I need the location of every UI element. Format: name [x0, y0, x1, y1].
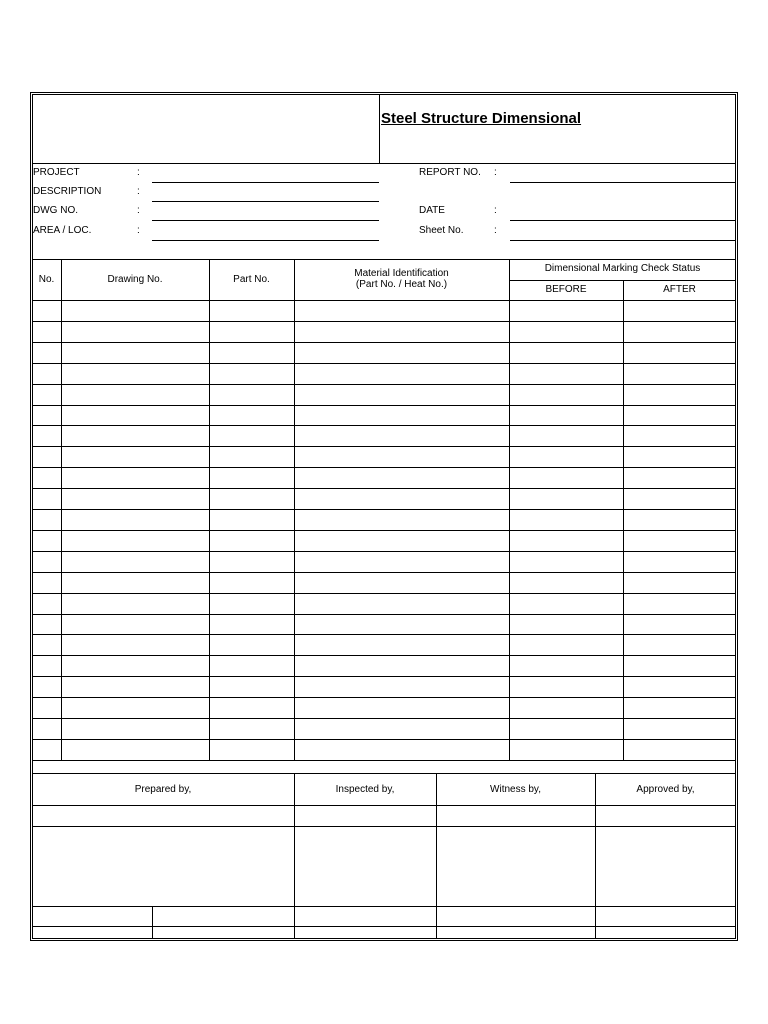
- prepared-by-label: Prepared by,: [134, 784, 192, 795]
- col-header-after: AFTER: [663, 284, 696, 295]
- report-no-colon: :: [494, 167, 497, 178]
- date-colon: :: [494, 205, 497, 216]
- table-column-divider: [294, 259, 295, 760]
- signature-name-line: [32, 826, 736, 827]
- area-loc-label: AREA / LOC.: [33, 225, 92, 236]
- col-header-no: No.: [38, 274, 55, 285]
- table-row[interactable]: [32, 363, 736, 364]
- table-row[interactable]: [32, 425, 736, 426]
- table-row[interactable]: [32, 342, 736, 343]
- inspected-by-label: Inspected by,: [335, 784, 395, 795]
- col-header-drawing-no: Drawing No.: [107, 274, 163, 285]
- dwg-no-input-line[interactable]: [152, 220, 379, 221]
- date-input-line[interactable]: [510, 220, 736, 221]
- signature-header-line: [32, 805, 736, 806]
- signature-date-line: [32, 926, 736, 927]
- table-row[interactable]: [32, 718, 736, 719]
- col-header-material-line2: (Part No. / Heat No.): [355, 279, 448, 290]
- description-input-line[interactable]: [152, 201, 379, 202]
- signature-top-line: [32, 773, 736, 774]
- description-label: DESCRIPTION: [33, 186, 102, 197]
- table-row[interactable]: [32, 530, 736, 531]
- signature-divider-sub: [152, 906, 153, 939]
- dwg-no-colon: :: [137, 205, 140, 216]
- signature-divider-2: [436, 773, 437, 939]
- report-no-label: REPORT NO.: [419, 167, 481, 178]
- signature-box-line: [32, 906, 736, 907]
- sheet-no-colon: :: [494, 225, 497, 236]
- table-row[interactable]: [32, 467, 736, 468]
- table-row[interactable]: [32, 697, 736, 698]
- header-divider: [379, 94, 380, 164]
- table-row[interactable]: [32, 614, 736, 615]
- table-column-divider: [61, 259, 62, 760]
- table-row[interactable]: [32, 509, 736, 510]
- header-bottom-line: [32, 163, 736, 164]
- table-row[interactable]: [32, 572, 736, 573]
- table-row[interactable]: [32, 739, 736, 740]
- table-row[interactable]: [32, 551, 736, 552]
- project-colon: :: [137, 167, 140, 178]
- sheet-no-input-line[interactable]: [510, 240, 736, 241]
- witness-by-label: Witness by,: [490, 784, 541, 795]
- table-column-divider: [623, 280, 624, 760]
- report-no-input-line[interactable]: [510, 182, 736, 183]
- area-loc-colon: :: [137, 225, 140, 236]
- signature-divider-3: [595, 773, 596, 939]
- table-row[interactable]: [32, 488, 736, 489]
- sheet-no-label: Sheet No.: [419, 225, 464, 236]
- col-header-material-line1: Material Identification: [354, 268, 449, 279]
- table-row[interactable]: [32, 676, 736, 677]
- table-row[interactable]: [32, 384, 736, 385]
- col-header-part-no: Part No.: [233, 274, 270, 285]
- project-input-line[interactable]: [152, 182, 379, 183]
- form-title: Steel Structure Dimensional: [381, 110, 582, 127]
- table-row[interactable]: [32, 446, 736, 447]
- table-column-divider: [509, 259, 510, 760]
- date-label: DATE: [419, 205, 445, 216]
- dwg-no-label: DWG NO.: [33, 205, 78, 216]
- project-label: PROJECT: [33, 167, 80, 178]
- table-row[interactable]: [32, 655, 736, 656]
- table-top-line: [32, 259, 736, 260]
- col-header-before: BEFORE: [545, 284, 587, 295]
- signature-divider-1: [294, 773, 295, 939]
- area-loc-input-line[interactable]: [152, 240, 379, 241]
- description-colon: :: [137, 186, 140, 197]
- table-column-divider: [209, 259, 210, 760]
- table-row[interactable]: [32, 405, 736, 406]
- col-header-status: Dimensional Marking Check Status: [544, 263, 701, 274]
- table-row[interactable]: [32, 760, 736, 761]
- table-row[interactable]: [32, 634, 736, 635]
- table-header-bottom-line: [32, 300, 736, 301]
- table-row[interactable]: [32, 593, 736, 594]
- table-row[interactable]: [32, 321, 736, 322]
- approved-by-label: Approved by,: [636, 784, 695, 795]
